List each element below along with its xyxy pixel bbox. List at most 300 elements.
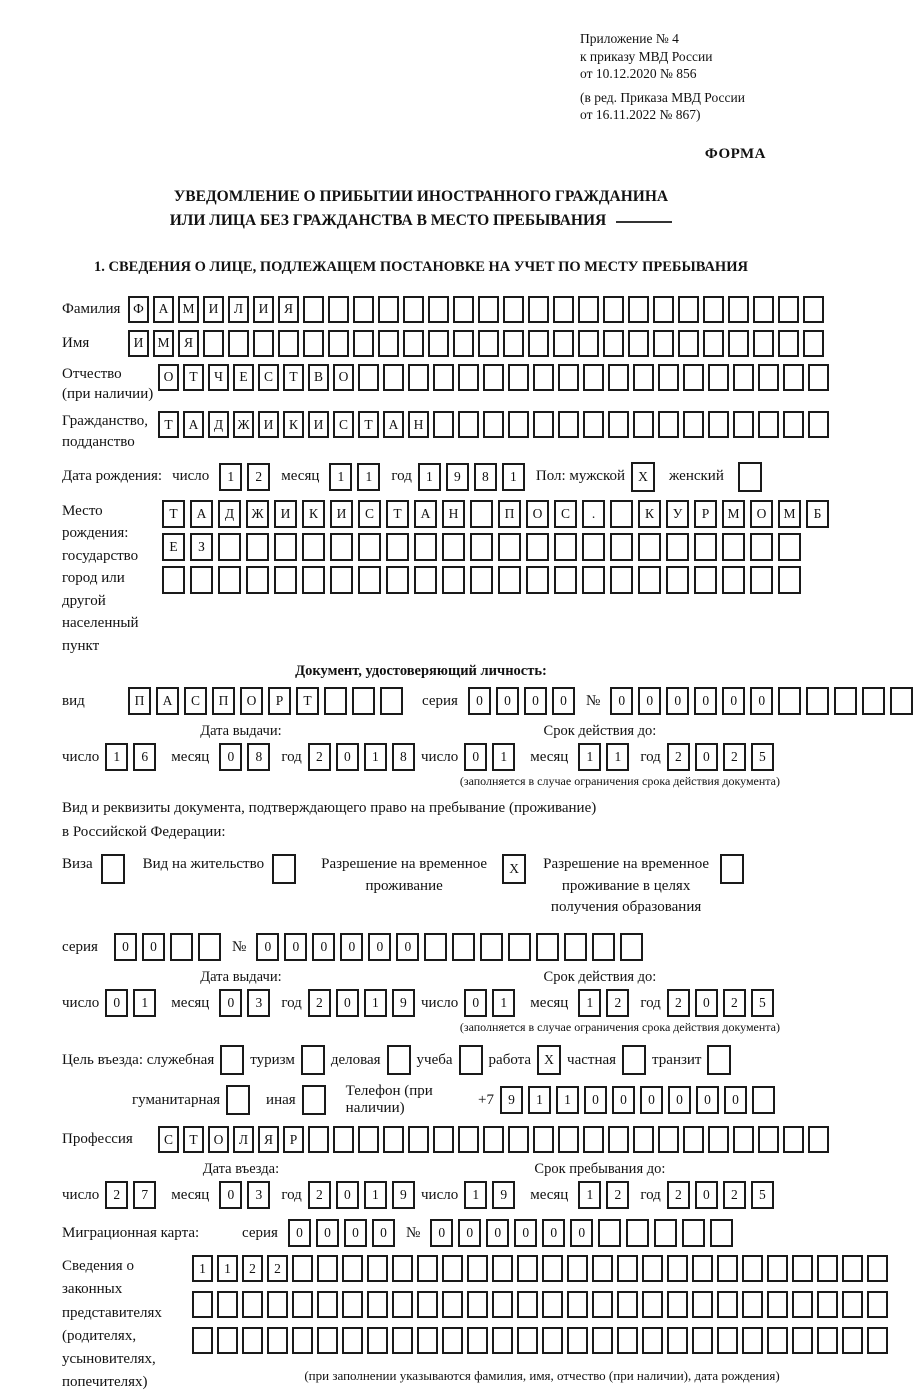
edition-line: (в ред. Приказа МВД России xyxy=(580,89,745,105)
char-cell: 0 xyxy=(396,933,419,961)
char-cell xyxy=(842,1291,863,1318)
purpose-private-label: частная xyxy=(567,1051,617,1068)
char-cell xyxy=(658,1126,679,1153)
stay-day-label: число xyxy=(421,1186,459,1203)
char-cell xyxy=(767,1291,788,1318)
char-cell xyxy=(333,1126,354,1153)
char-cell: Т xyxy=(358,411,379,438)
char-cell: 2 xyxy=(247,463,270,491)
char-cell xyxy=(808,364,829,391)
char-cell: К xyxy=(638,500,661,528)
forma-label: ФОРМА xyxy=(704,145,766,162)
birth-month-label: месяц xyxy=(281,468,320,485)
char-cell xyxy=(190,566,213,594)
char-cell: 9 xyxy=(446,463,469,491)
char-cell xyxy=(467,1255,488,1282)
char-cell xyxy=(324,687,347,715)
char-cell: 3 xyxy=(247,1181,270,1209)
char-cell: О xyxy=(158,364,179,391)
char-cell: С xyxy=(333,411,354,438)
birth-date-row xyxy=(62,462,780,492)
representatives-label-1: Сведения о xyxy=(62,1258,134,1275)
birth-place-rows xyxy=(162,500,834,658)
title-line-2-text: ИЛИ ЛИЦА БЕЗ ГРАЖДАНСТВА В МЕСТО ПРЕБЫВАНИЯ xyxy=(169,211,607,229)
char-cell xyxy=(717,1255,738,1282)
char-cell xyxy=(720,854,744,884)
char-cell xyxy=(608,411,629,438)
char-cell: М xyxy=(722,500,745,528)
char-cell xyxy=(592,1291,613,1318)
char-cell xyxy=(228,330,249,357)
identity-valid-month-cells xyxy=(578,743,634,771)
char-cell xyxy=(817,1327,838,1354)
char-cell xyxy=(246,533,269,561)
birth-place-row3-cells xyxy=(162,566,834,594)
char-cell xyxy=(717,1327,738,1354)
char-cell xyxy=(192,1327,213,1354)
char-cell xyxy=(317,1327,338,1354)
char-cell xyxy=(633,411,654,438)
char-cell xyxy=(302,533,325,561)
char-cell xyxy=(564,933,587,961)
char-cell: Т xyxy=(158,411,179,438)
residence-valid-row xyxy=(420,989,780,1017)
char-cell: 1 xyxy=(364,743,387,771)
char-cell xyxy=(483,1126,504,1153)
char-cell: А xyxy=(414,500,437,528)
char-cell xyxy=(203,330,224,357)
char-cell xyxy=(628,296,649,323)
char-cell xyxy=(358,533,381,561)
profession-label: Профессия xyxy=(62,1131,133,1148)
representatives-label-2: законных xyxy=(62,1281,123,1298)
char-cell: И xyxy=(330,500,353,528)
char-cell xyxy=(414,533,437,561)
char-cell xyxy=(750,533,773,561)
char-cell xyxy=(638,566,661,594)
char-cell xyxy=(778,330,799,357)
char-cell: Р xyxy=(694,500,717,528)
char-cell: 0 xyxy=(105,989,128,1017)
migration-number-label: № xyxy=(405,1224,421,1241)
char-cell xyxy=(533,1126,554,1153)
char-cell xyxy=(218,566,241,594)
residence-number-label: № xyxy=(232,938,247,955)
char-cell: 2 xyxy=(267,1255,288,1282)
char-cell xyxy=(352,687,375,715)
char-cell: К xyxy=(302,500,325,528)
char-cell: Я xyxy=(258,1126,279,1153)
char-cell: И xyxy=(308,411,329,438)
birth-place-row2-cells xyxy=(162,533,834,561)
residence-series-row xyxy=(62,933,780,961)
char-cell xyxy=(834,687,857,715)
char-cell: А xyxy=(183,411,204,438)
char-cell: X xyxy=(537,1045,561,1075)
char-cell: Я xyxy=(278,296,299,323)
char-cell xyxy=(492,1291,513,1318)
char-cell: Н xyxy=(442,500,465,528)
char-cell xyxy=(367,1327,388,1354)
char-cell xyxy=(330,566,353,594)
char-cell: 1 xyxy=(217,1255,238,1282)
char-cell: С xyxy=(554,500,577,528)
char-cell: X xyxy=(631,462,655,492)
char-cell xyxy=(708,364,729,391)
identity-series-label: серия xyxy=(422,692,458,709)
purpose-tourism-label: туризм xyxy=(250,1051,295,1068)
identity-series-cells xyxy=(468,687,580,715)
char-cell xyxy=(592,1255,613,1282)
char-cell: М xyxy=(153,330,174,357)
char-cell xyxy=(303,330,324,357)
char-cell xyxy=(278,330,299,357)
char-cell: 9 xyxy=(392,1181,415,1209)
char-cell xyxy=(442,566,465,594)
purpose-other-checkbox xyxy=(302,1085,326,1115)
char-cell xyxy=(403,330,424,357)
char-cell: 0 xyxy=(694,687,717,715)
residence-options-row xyxy=(62,854,780,919)
char-cell xyxy=(414,566,437,594)
char-cell: 1 xyxy=(418,463,441,491)
identity-number-cells xyxy=(610,687,918,715)
char-cell xyxy=(628,330,649,357)
entry-month-label: месяц xyxy=(171,1186,210,1203)
char-cell: 1 xyxy=(105,743,128,771)
char-cell xyxy=(467,1291,488,1318)
birth-place-block xyxy=(62,500,822,658)
residence-valid-month-cells xyxy=(578,989,634,1017)
temp-residence-edu-label: Разрешение на временное проживание в целях получения образования xyxy=(543,855,710,916)
char-cell: 9 xyxy=(392,989,415,1017)
char-cell xyxy=(452,933,475,961)
entry-date-block xyxy=(62,1161,420,1209)
stay-month-cells xyxy=(578,1181,634,1209)
char-cell: 0 xyxy=(570,1219,593,1247)
char-cell: Л xyxy=(233,1126,254,1153)
char-cell xyxy=(666,566,689,594)
char-cell xyxy=(817,1291,838,1318)
identity-issue-year-cells xyxy=(308,743,420,771)
char-cell xyxy=(342,1291,363,1318)
char-cell xyxy=(553,330,574,357)
char-cell: 2 xyxy=(105,1181,128,1209)
char-cell: 0 xyxy=(610,687,633,715)
representatives-row2-cells xyxy=(192,1291,892,1318)
char-cell: Б xyxy=(806,500,829,528)
char-cell xyxy=(392,1327,413,1354)
purpose-row xyxy=(62,1045,780,1075)
char-cell xyxy=(753,296,774,323)
entry-year-cells xyxy=(308,1181,420,1209)
char-cell: 2 xyxy=(723,989,746,1017)
char-cell xyxy=(528,296,549,323)
char-cell: 2 xyxy=(667,989,690,1017)
representatives-label-6: попечителях) xyxy=(62,1374,148,1391)
char-cell xyxy=(738,462,762,492)
char-cell: И xyxy=(203,296,224,323)
char-cell: 0 xyxy=(640,1086,663,1114)
residence-valid-heading: Срок действия до: xyxy=(543,969,657,986)
char-cell xyxy=(578,296,599,323)
char-cell: 0 xyxy=(344,1219,367,1247)
char-cell: 2 xyxy=(606,1181,629,1209)
valid-year-label: год xyxy=(640,748,661,765)
entry-date-row xyxy=(62,1181,420,1209)
char-cell xyxy=(503,330,524,357)
char-cell: 0 xyxy=(256,933,279,961)
issue-year-label: год xyxy=(281,748,302,765)
citizenship-label-1: Гражданство, xyxy=(62,413,149,430)
char-cell xyxy=(717,1291,738,1318)
char-cell xyxy=(553,296,574,323)
char-cell: Ж xyxy=(233,411,254,438)
char-cell: 0 xyxy=(750,687,773,715)
identity-dates-block xyxy=(62,723,780,789)
char-cell xyxy=(470,566,493,594)
char-cell: 0 xyxy=(312,933,335,961)
char-cell: А xyxy=(383,411,404,438)
char-cell xyxy=(217,1291,238,1318)
char-cell: 0 xyxy=(468,687,491,715)
char-cell xyxy=(378,296,399,323)
char-cell xyxy=(808,411,829,438)
char-cell xyxy=(608,1126,629,1153)
char-cell xyxy=(666,533,689,561)
char-cell xyxy=(192,1291,213,1318)
char-cell: 0 xyxy=(288,1219,311,1247)
char-cell: 1 xyxy=(578,989,601,1017)
char-cell xyxy=(767,1327,788,1354)
char-cell xyxy=(610,500,633,528)
char-cell: 2 xyxy=(308,989,331,1017)
char-cell xyxy=(620,933,643,961)
stay-year-label: год xyxy=(640,1186,661,1203)
char-cell: 0 xyxy=(695,989,718,1017)
entry-dates-block xyxy=(62,1161,780,1209)
char-cell xyxy=(292,1255,313,1282)
char-cell xyxy=(542,1255,563,1282)
char-cell xyxy=(470,533,493,561)
char-cell: 1 xyxy=(329,463,352,491)
char-cell xyxy=(198,933,221,961)
char-cell xyxy=(253,330,274,357)
char-cell xyxy=(483,364,504,391)
char-cell xyxy=(492,1255,513,1282)
char-cell: А xyxy=(156,687,179,715)
char-cell xyxy=(508,1126,529,1153)
purpose-transit-checkbox xyxy=(707,1045,731,1075)
char-cell xyxy=(303,296,324,323)
patronymic-label-2: (при наличии) xyxy=(62,386,154,403)
char-cell xyxy=(783,411,804,438)
char-cell: 8 xyxy=(392,743,415,771)
char-cell xyxy=(542,1291,563,1318)
char-cell xyxy=(480,933,503,961)
char-cell xyxy=(302,566,325,594)
char-cell xyxy=(342,1255,363,1282)
char-cell xyxy=(433,1126,454,1153)
char-cell: 0 xyxy=(142,933,165,961)
patronymic-label xyxy=(62,364,158,405)
char-cell xyxy=(842,1255,863,1282)
char-cell xyxy=(458,364,479,391)
char-cell xyxy=(783,364,804,391)
char-cell: Т xyxy=(296,687,319,715)
patronymic-cells xyxy=(158,364,833,391)
char-cell: 2 xyxy=(667,743,690,771)
char-cell: 1 xyxy=(556,1086,579,1114)
char-cell: 1 xyxy=(364,1181,387,1209)
char-cell: 0 xyxy=(524,687,547,715)
char-cell: 0 xyxy=(638,687,661,715)
residence-issue-year-cells xyxy=(308,989,420,1017)
sex-female-checkbox xyxy=(738,462,762,492)
char-cell: 2 xyxy=(606,989,629,1017)
char-cell xyxy=(218,533,241,561)
char-cell: З xyxy=(190,533,213,561)
char-cell: А xyxy=(153,296,174,323)
char-cell xyxy=(867,1291,888,1318)
char-cell: П xyxy=(212,687,235,715)
entry-month-cells xyxy=(219,1181,275,1209)
char-cell xyxy=(608,364,629,391)
char-cell xyxy=(742,1255,763,1282)
char-cell xyxy=(498,566,521,594)
char-cell xyxy=(478,296,499,323)
residence-series-cells xyxy=(114,933,226,961)
char-cell xyxy=(274,566,297,594)
char-cell xyxy=(170,933,193,961)
char-cell xyxy=(442,1327,463,1354)
char-cell: 0 xyxy=(219,1181,242,1209)
char-cell: 0 xyxy=(552,687,575,715)
citizenship-cells xyxy=(158,411,833,438)
char-cell xyxy=(442,533,465,561)
char-cell xyxy=(358,566,381,594)
char-cell xyxy=(403,296,424,323)
title-underline xyxy=(616,221,672,223)
char-cell xyxy=(722,566,745,594)
purpose-study-label: учеба xyxy=(416,1051,453,1068)
identity-valid-day-cells xyxy=(464,743,520,771)
migration-card-label: Миграционная карта: xyxy=(62,1224,200,1241)
char-cell xyxy=(803,330,824,357)
char-cell xyxy=(517,1255,538,1282)
char-cell xyxy=(453,330,474,357)
char-cell xyxy=(358,1126,379,1153)
char-cell xyxy=(703,296,724,323)
char-cell xyxy=(633,1126,654,1153)
residence-series-label: серия xyxy=(62,938,98,955)
issue-year-label: год xyxy=(281,994,302,1011)
visa-label: Виза xyxy=(62,855,93,872)
char-cell xyxy=(578,330,599,357)
char-cell xyxy=(558,1126,579,1153)
representatives-labels xyxy=(62,1255,192,1395)
birth-day-label: число xyxy=(172,468,210,485)
char-cell xyxy=(867,1327,888,1354)
char-cell: 0 xyxy=(612,1086,635,1114)
identity-valid-note: (заполняется в случае ограничения срока действия документа) xyxy=(459,774,780,789)
profession-cells xyxy=(158,1126,833,1153)
char-cell xyxy=(653,296,674,323)
char-cell xyxy=(758,411,779,438)
char-cell xyxy=(380,687,403,715)
char-cell xyxy=(603,330,624,357)
temp-residence-edu-checkbox xyxy=(720,854,744,884)
char-cell: 0 xyxy=(336,989,359,1017)
birth-date-label: Дата рождения: xyxy=(62,468,163,485)
birth-place-label-2: государство xyxy=(62,547,139,564)
char-cell: 0 xyxy=(372,1219,395,1247)
char-cell: Р xyxy=(283,1126,304,1153)
char-cell xyxy=(302,1085,326,1115)
char-cell xyxy=(582,566,605,594)
char-cell xyxy=(458,411,479,438)
char-cell xyxy=(220,1045,244,1075)
annex-line: к приказу МВД России xyxy=(580,48,713,64)
char-cell xyxy=(654,1219,677,1247)
char-cell xyxy=(733,1126,754,1153)
char-cell: 0 xyxy=(284,933,307,961)
identity-valid-heading: Срок действия до: xyxy=(543,723,657,740)
option-residence-permit xyxy=(143,854,296,884)
char-cell: 0 xyxy=(114,933,137,961)
char-cell: 1 xyxy=(492,743,515,771)
char-cell xyxy=(582,533,605,561)
char-cell xyxy=(101,854,125,884)
char-cell: П xyxy=(128,687,151,715)
purpose-tourism-checkbox xyxy=(301,1045,325,1075)
residence-issue-month-cells xyxy=(219,989,275,1017)
char-cell xyxy=(742,1291,763,1318)
char-cell xyxy=(492,1327,513,1354)
char-cell: 5 xyxy=(751,1181,774,1209)
char-cell xyxy=(592,1327,613,1354)
char-cell: О xyxy=(208,1126,229,1153)
char-cell: О xyxy=(526,500,549,528)
residence-number-cells xyxy=(256,933,648,961)
char-cell: 0 xyxy=(430,1219,453,1247)
valid-month-label: месяц xyxy=(530,994,569,1011)
char-cell: 0 xyxy=(514,1219,537,1247)
char-cell xyxy=(758,364,779,391)
char-cell xyxy=(710,1219,733,1247)
char-cell: 2 xyxy=(308,1181,331,1209)
char-cell xyxy=(803,296,824,323)
representatives-row1-cells xyxy=(192,1255,892,1282)
char-cell: Т xyxy=(183,1126,204,1153)
char-cell xyxy=(683,364,704,391)
identity-kind-label: вид xyxy=(62,692,85,709)
char-cell: С xyxy=(358,500,381,528)
char-cell xyxy=(583,364,604,391)
char-cell xyxy=(708,1126,729,1153)
char-cell xyxy=(328,330,349,357)
residence-valid-note: (заполняется в случае ограничения срока действия документа) xyxy=(459,1020,780,1035)
char-cell: А xyxy=(190,500,213,528)
char-cell xyxy=(383,364,404,391)
char-cell: 2 xyxy=(723,1181,746,1209)
char-cell xyxy=(692,1255,713,1282)
valid-year-label: год xyxy=(640,994,661,1011)
char-cell xyxy=(417,1291,438,1318)
residence-issue-heading: Дата выдачи: xyxy=(200,969,282,986)
char-cell xyxy=(342,1327,363,1354)
temp-residence-checkbox xyxy=(502,854,526,884)
